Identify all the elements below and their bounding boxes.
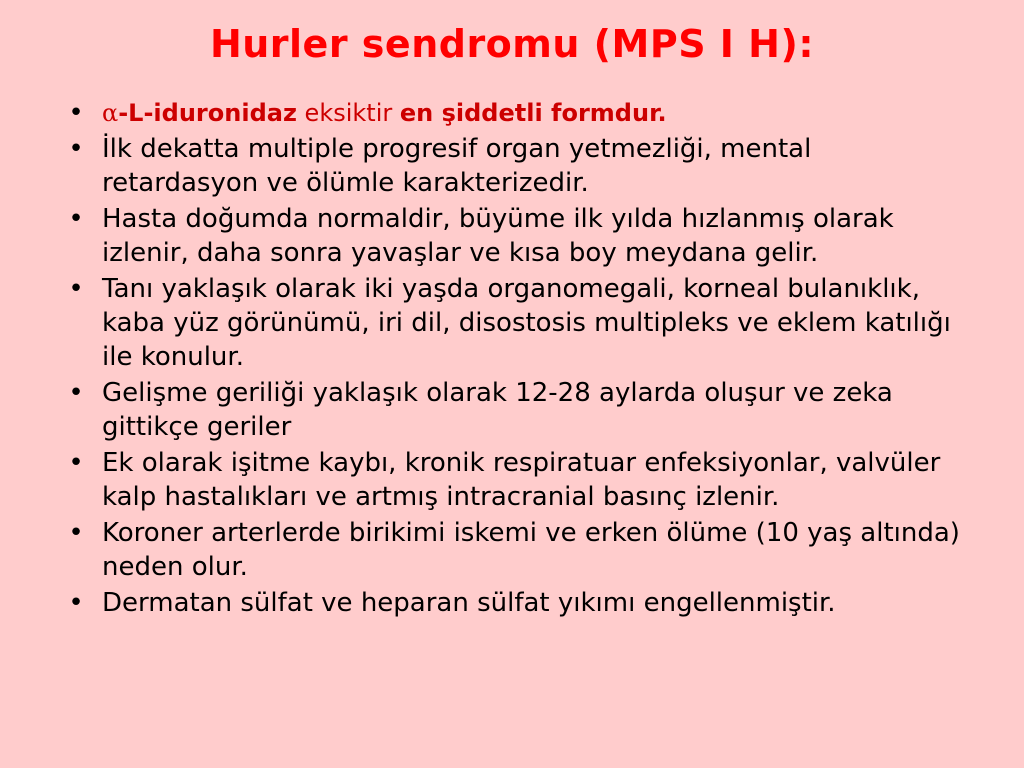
bullet-text: Gelişme geriliği yaklaşık olarak 12-28 aylarda oluşur ve zeka gittikçe geriler bbox=[102, 378, 893, 442]
bullet-text: İlk dekatta multiple progresif organ yetmezliği, mental retardasyon ve ölümle karakterizedir. bbox=[102, 134, 812, 198]
bullet-item bbox=[60, 516, 965, 584]
bullet-item bbox=[60, 446, 965, 514]
bullet-dot: • bbox=[68, 378, 84, 408]
bullet-dot: • bbox=[68, 518, 84, 548]
bullet-item bbox=[60, 202, 965, 270]
severity-text: en şiddetli formdur. bbox=[399, 99, 667, 127]
bullet-text bbox=[102, 99, 667, 127]
bullet-dot: • bbox=[68, 134, 84, 164]
bullet-dot: • bbox=[68, 98, 84, 128]
bullet-text: Koroner arterlerde birikimi iskemi ve erken ölüme (10 yaş altında) neden olur. bbox=[102, 518, 960, 582]
bullet-text: Tanı yaklaşık olarak iki yaşda organomegali, korneal bulanıklık, kaba yüz görünümü, iri dil, disostosis multipleks ve eklem katılığı ile konulur. bbox=[102, 274, 951, 372]
deficient-text: eksiktir bbox=[304, 99, 393, 127]
bullet-item bbox=[60, 96, 965, 130]
bullet-item bbox=[60, 376, 965, 444]
bullet-dot: • bbox=[68, 588, 84, 618]
bullet-text: Dermatan sülfat ve heparan sülfat yıkımı engellenmiştir. bbox=[102, 588, 836, 618]
bullet-dot: • bbox=[68, 448, 84, 478]
bullet-list bbox=[60, 96, 965, 622]
bullet-dot: • bbox=[68, 274, 84, 304]
bullet-item bbox=[60, 586, 965, 620]
slide-title: Hurler sendromu (MPS I H): bbox=[209, 22, 815, 66]
bullet-dot: • bbox=[68, 204, 84, 234]
enzyme-name: -L-iduronidaz bbox=[118, 99, 297, 127]
bullet-text: Ek olarak işitme kaybı, kronik respiratuar enfeksiyonlar, valvüler kalp hastalıkları ve artmış intracranial basınç izlenir. bbox=[102, 448, 941, 512]
bullet-item bbox=[60, 132, 965, 200]
bullet-item bbox=[60, 272, 965, 374]
bullet-text: Hasta doğumda normaldir, büyüme ilk yılda hızlanmış olarak izlenir, daha sonra yavaşlar ve kısa boy meydana gelir. bbox=[102, 204, 894, 268]
alpha-symbol: α bbox=[102, 99, 119, 127]
